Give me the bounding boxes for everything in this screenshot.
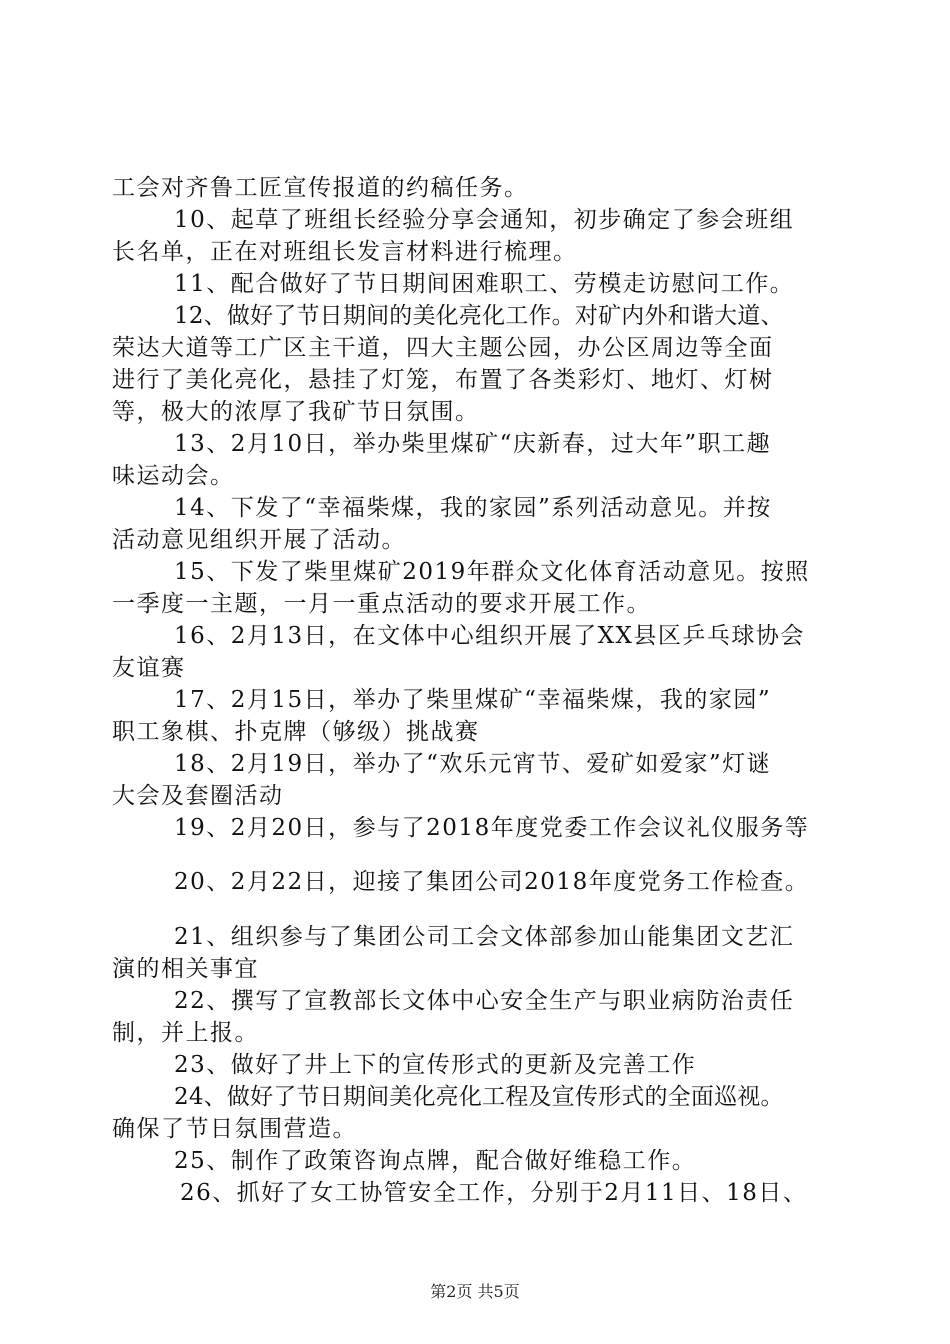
text-line: 18、2月19日，举办了“欢乐元宵节、爱矿如爱家”灯谜 [174, 751, 772, 777]
text-line: 13、2月10日，举办柴里煤矿“庆新春，过大年”职工趣 [174, 431, 772, 457]
text-line: 大会及套圈活动 [112, 783, 284, 809]
text-line: 24、做好了节日期间美化亮化工程及宣传形式的全面巡视。 [174, 1084, 784, 1110]
text-line: 20、2月22日，迎接了集团公司2018年度党务工作检查。 [174, 869, 810, 895]
text-line: 22、撰写了宣教部长文体中心安全生产与职业病防治责任 [174, 988, 795, 1014]
text-line: 活动意见组织开展了活动。 [112, 527, 406, 553]
text-line: 友谊赛 [112, 655, 186, 681]
text-line: 味运动会。 [112, 463, 235, 489]
text-line: 10、起草了班组长经验分享会通知，初步确定了参会班组 [174, 207, 795, 233]
text-line: 演的相关事宜 [112, 956, 259, 982]
text-line: 11、配合做好了节日期间困难职工、劳模走访慰问工作。 [174, 271, 795, 297]
text-line: 17、2月15日，举办了柴里煤矿“幸福柴煤，我的家园” [174, 687, 772, 713]
text-line: 工会对齐鲁工匠宣传报道的约稿任务。 [112, 175, 529, 201]
text-line: 23、做好了井上下的宣传形式的更新及完善工作 [174, 1052, 697, 1078]
text-line: 26、抓好了女工协管安全工作，分别于2月11日、18日、 [180, 1180, 808, 1206]
text-line: 16、2月13日，在文体中心组织开展了XX县区乒乓球协会 [174, 623, 805, 649]
text-line: 职工象棋、扑克牌（够级）挑战赛 [112, 719, 480, 745]
text-line: 等，极大的浓厚了我矿节日氛围。 [112, 399, 480, 425]
text-line: 19、2月20日，参与了2018年度党委工作会议礼仪服务等 [174, 815, 810, 841]
text-line: 长名单，正在对班组长发言材料进行梳理。 [112, 239, 578, 265]
text-line: 进行了美化亮化，悬挂了灯笼，布置了各类彩灯、地灯、灯树 [112, 367, 774, 393]
text-line: 制，并上报。 [112, 1020, 259, 1046]
text-line: 21、组织参与了集团公司工会文体部参加山能集团文艺汇 [174, 924, 795, 950]
text-line: 荣达大道等工广区主干道，四大主题公园，办公区周边等全面 [112, 335, 774, 361]
text-line: 一季度一主题，一月一重点活动的要求开展工作。 [112, 591, 651, 617]
text-line: 12、做好了节日期间的美化亮化工作。对矿内外和谐大道、 [174, 303, 784, 329]
text-line: 15、下发了柴里煤矿2019年群众文化体育活动意见。按照 [174, 559, 810, 585]
text-line: 14、下发了“幸福柴煤，我的家园”系列活动意见。并按 [174, 495, 772, 521]
text-line: 25、制作了政策咨询点牌，配合做好维稳工作。 [174, 1148, 697, 1174]
page-number-footer: 第2页 共5页 [430, 1282, 520, 1301]
text-line: 确保了节日氛围营造。 [112, 1116, 357, 1142]
